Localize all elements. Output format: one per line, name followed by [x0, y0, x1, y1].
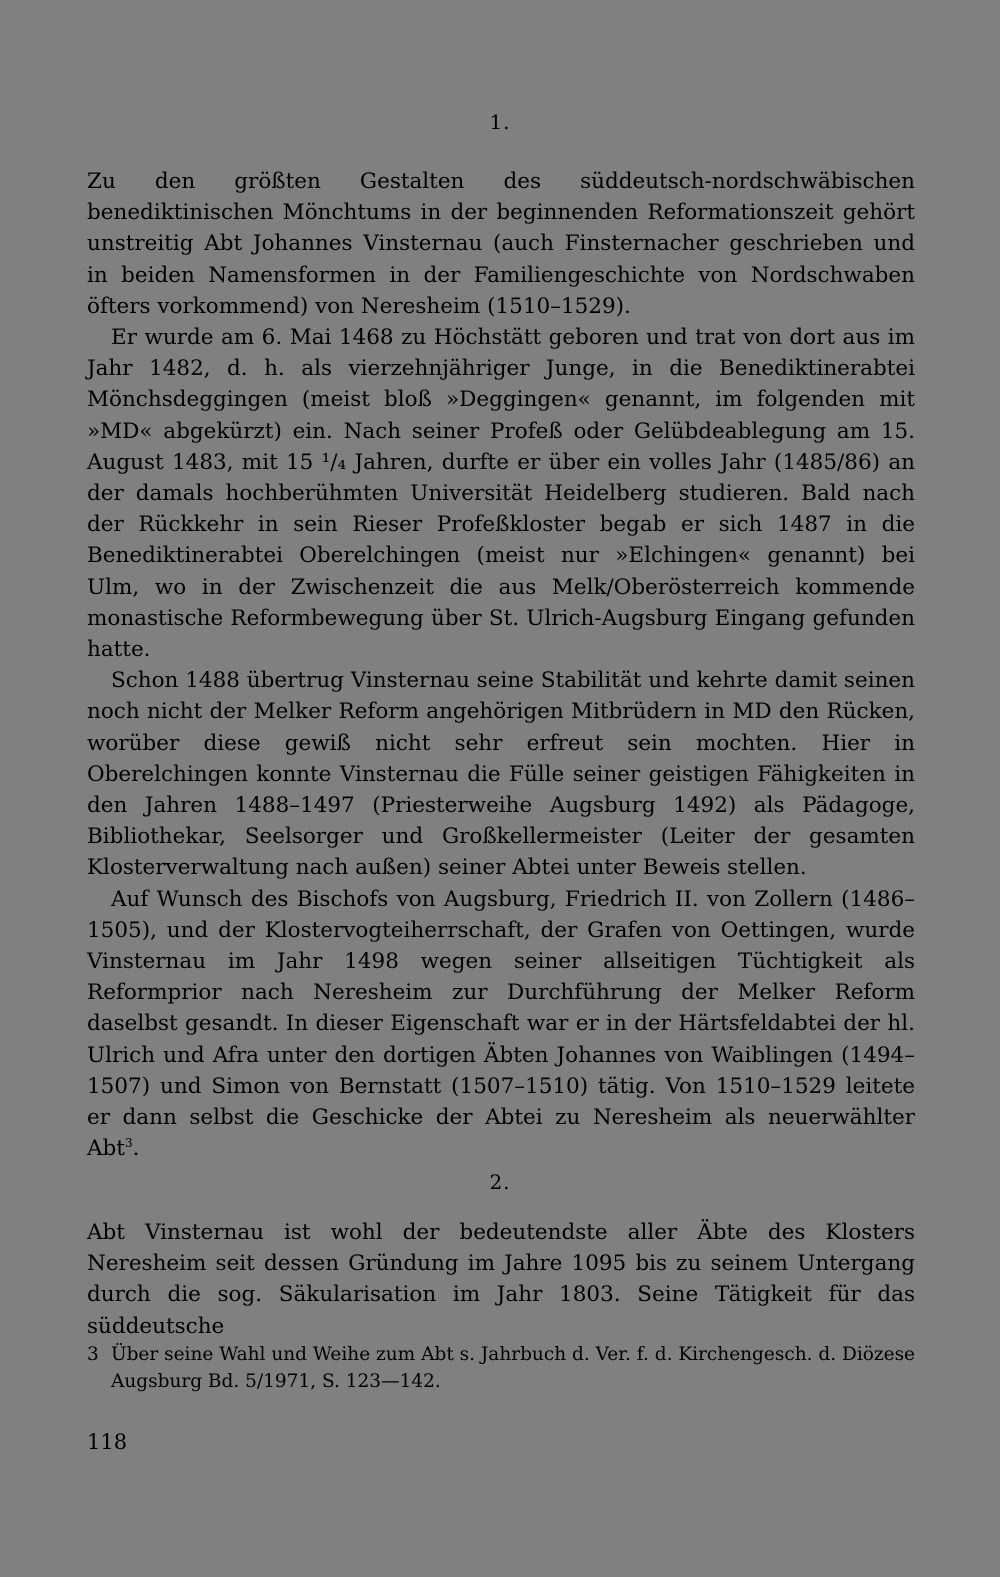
paragraph-4-end: .: [132, 1136, 140, 1162]
footnote-reference: 3: [124, 1136, 133, 1151]
paragraph-4: [87, 884, 915, 1165]
paragraph-3: Schon 1488 übertrug Vinsternau seine Stabilität und kehrte damit seinen noch nicht der Melker Reform angehörigen Mitbrüdern in MD den Rücken, worüber diese gewiß nicht sehr erfreut sein mochten. Hier in Oberelchingen konnte Vinsternau die Fülle seiner geistigen Fähigkeiten in den Jahren 1488–1497 (Priesterweihe Augsburg 1492) als Pädagoge, Bibliothekar, Seelsorger und Großkellermeister (Leiter der gesamten Klosterverwaltung nach außen) seiner Abtei unter Beweis stellen.: [87, 668, 915, 881]
section-number-1: 1.: [489, 110, 511, 134]
paragraph-4-text: Auf Wunsch des Bischofs von Augsburg, Friedrich II. von Zollern (1486–1505), und der Klostervogteiherrschaft, der Grafen von Oettingen, wurde Vinsternau im Jahr 1498 wegen seiner allseitigen Tüchtigkeit als Reformprior nach Neresheim zur Durchführung der Melker Reform daselbst gesandt. In dieser Eigenschaft war er in der Härtsfeldabtei der hl. Ulrich und Afra unter den dortigen Äbten Johannes von Waiblingen (1494–1507) und Simon von Bernstatt (1507–1510) tätig. Von 1510–1529 leitete er dann selbst die Geschicke der Abtei zu Neresheim als neuerwählter Abt: [87, 886, 915, 1162]
section-number-2: 2.: [489, 1170, 511, 1194]
page-number: 118: [87, 1430, 128, 1454]
section-1-body: [87, 166, 915, 1165]
paragraph-2: Er wurde am 6. Mai 1468 zu Höchstätt geboren und trat von dort aus im Jahr 1482, d. h. als vierzehnjähriger Junge, in die Benediktinerabtei Mönchsdeggingen (meist bloß »Deggingen« genannt, im folgenden mit »MD« abgekürzt) ein. Nach seiner Profeß oder Gelübdeablegung am 15. August 1483, mit 15 ¹/₄ Jahren, durfte er über ein volles Jahr (1485/86) an der damals hochberühmten Universität Heidelberg studieren. Bald nach der Rückkehr in sein Rieser Profeßkloster begab er sich 1487 in die Benediktinerabtei Oberelchingen (meist nur »Elchingen« genannt) bei Ulm, wo in der Zwischenzeit die aus Melk/Oberösterreich kommende monastische Reformbewegung über St. Ulrich-Augsburg Eingang gefunden hatte.: [87, 325, 915, 663]
footnote-text: Über seine Wahl und Weihe zum Abt s. Jahrbuch d. Ver. f. d. Kirchengesch. d. Diözese Augsburg Bd. 5/1971, S. 123—142.: [111, 1344, 916, 1392]
section-2-body: [87, 1217, 915, 1342]
footnote: [87, 1341, 915, 1395]
footnote-number: 3: [87, 1344, 99, 1365]
paragraph-1: Zu den größten Gestalten des süddeutsch-nordschwäbischen benediktinischen Mönchtums in der beginnenden Reformationszeit gehört unstreitig Abt Johannes Vinsternau (auch Finsternacher geschrieben und in beiden Namensformen in der Familiengeschichte von Nordschwaben öfters vorkommend) von Neresheim (1510–1529).: [87, 169, 915, 319]
paragraph-5: Abt Vinsternau ist wohl der bedeutendste aller Äbte des Klosters Neresheim seit dessen Gründung im Jahre 1095 bis zu seinem Untergang durch die sog. Säkularisation im Jahr 1803. Seine Tätigkeit für das süddeutsche: [87, 1220, 915, 1339]
